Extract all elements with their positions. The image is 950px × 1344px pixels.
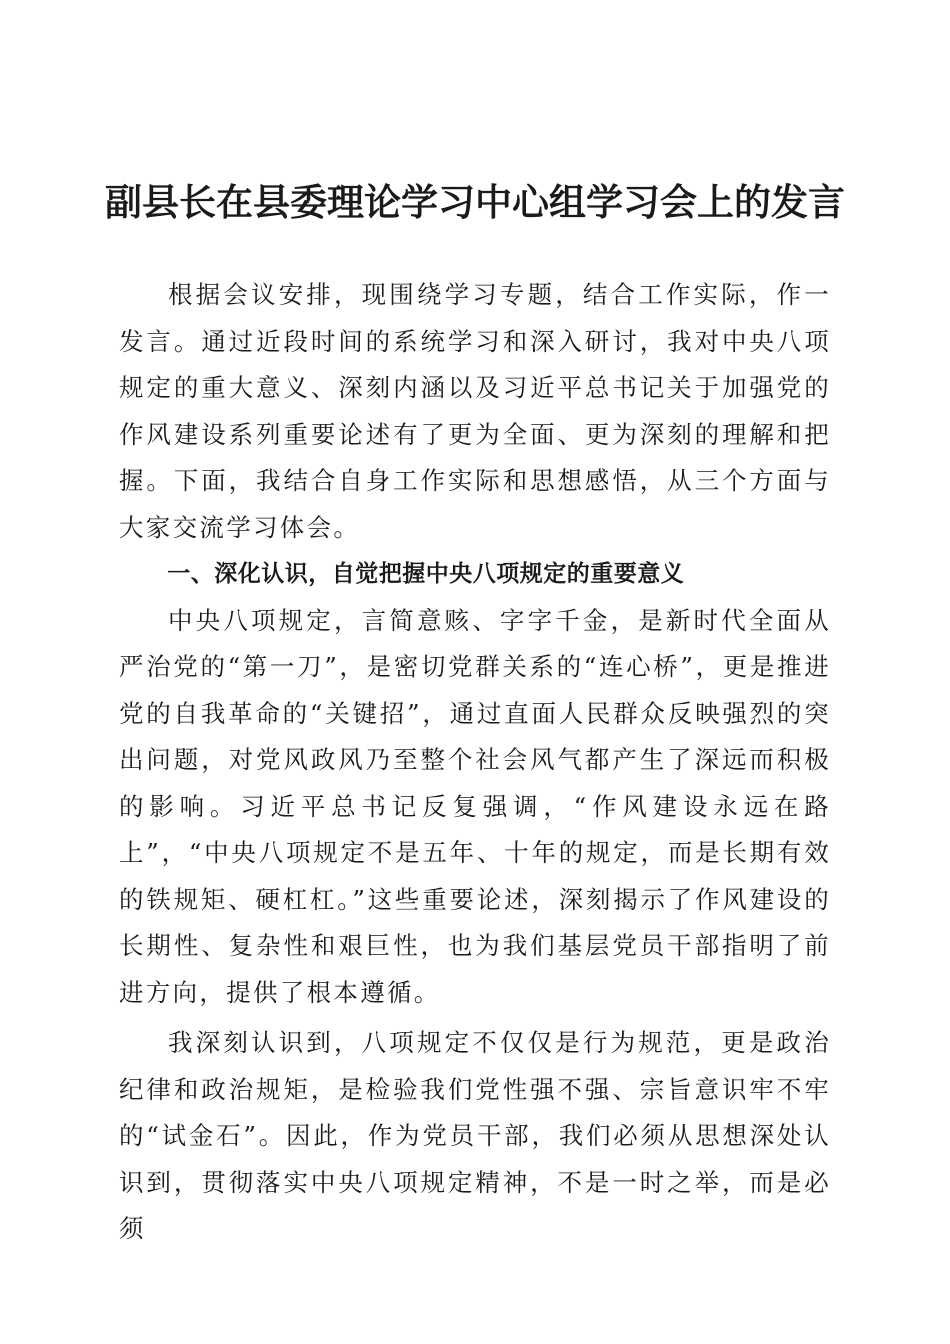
intro-paragraph: 根据会议安排，现围绕学习专题，结合工作实际，作一发言。通过近段时间的系统学习和深入研讨，我对中央八项规定的重大意义、深刻内涵以及习近平总书记关于加强党的作风建设系列重要论述有了更为全面、更为深刻的理解和把握。下面，我结合自身工作实际和思想感悟，从三个方面与大家交流学习体会。 [119,280,831,542]
document-title: 副县长在县委理论学习中心组学习会上的发言 [105,180,845,224]
section-1-paragraph-1: 中央八项规定，言简意赅、字字千金，是新时代全面从严治党的“第一刀”，是密切党群关系的“连心桥”，更是推进党的自我革命的“关键招”，通过直面人民群众反映强烈的突出问题，对党风政风乃至整个社会风气都产生了深远而积极的影响。习近平总书记反复强调，“作风建设永远在路上”，“中央八项规定不是五年、十年的规定，而是长期有效的铁规矩、硬杠杠。”这些重要论述，深刻揭示了作风建设的长期性、复杂性和艰巨性，也为我们基层党员干部指明了前进方向，提供了根本遵循。 [119,605,831,1007]
section-1-paragraph-2: 我深刻认识到，八项规定不仅仅是行为规范，更是政治纪律和政治规矩，是检验我们党性强不强、宗旨意识牢不牢的“试金石”。因此，作为党员干部，我们必须从思想深处认识到，贯彻落实中央八项规定精神，不是一时之举，而是必须 [119,1028,831,1243]
document-body [119,272,831,1253]
section-1-heading: 一、深化认识，自觉把握中央八项规定的重要意义 [167,561,685,587]
